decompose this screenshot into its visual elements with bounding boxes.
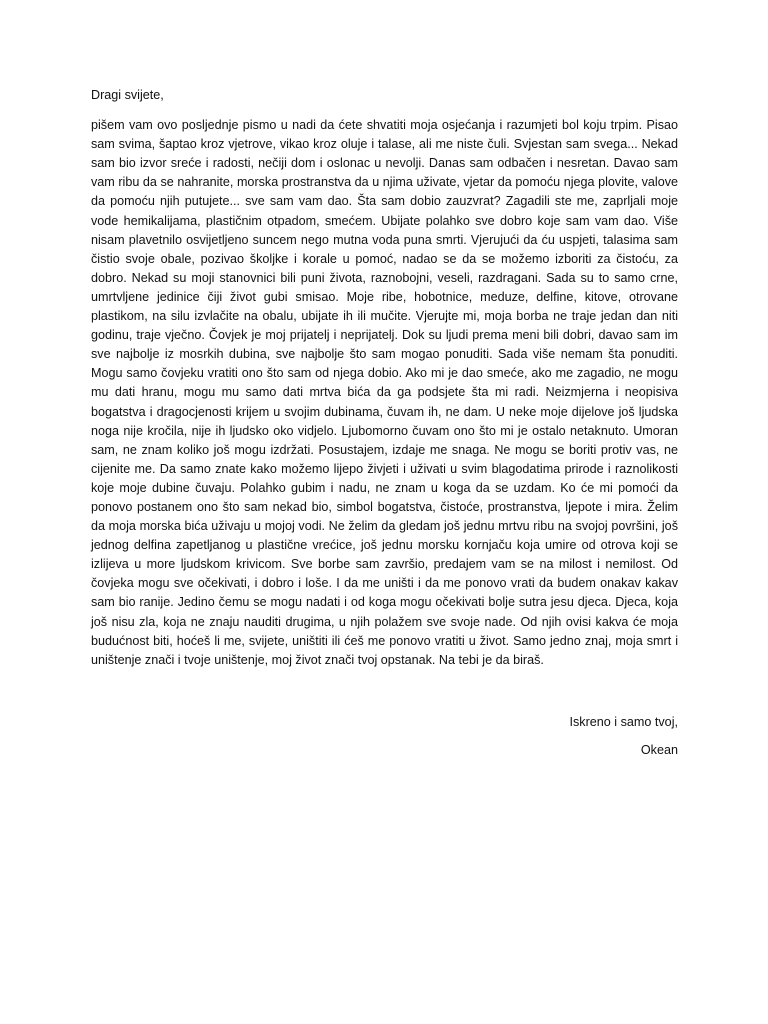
letter-body: pišem vam ovo posljednje pismo u nadi da ćete shvatiti moja osjećanja i razumjeti bol koju trpim. Pisao sam svima, šaptao kroz vjetrove, vikao kroz oluje i talase, ali me niste čuli. Svjestan sam svega... Nekad sam bio izvor sreće i radosti, nečiji dom i oslonac u nevolji. Danas sam odbačen i nesretan. Davao sam vam ribu da se nahranite, morska prostranstva da u njima uživate, vjetar da pomoću njega plovite, valove da pomoću njih putujete... sve sam vam dao. Šta sam dobio zauzvrat? Zagadili ste me, zaprljali moje vode hemikalijama, plastičnim otpadom, smećem. Ubijate polahko sve dobro koje sam vam dao. Više nisam plavetnilo osvijetljeno suncem nego mutna voda puna smrti. Vjerujući da ću uspjeti, talasima sam čistio svoje obale, pozivao školjke i korale u pomoć, nadao se da se možemo izboriti za čistoću, za dobro. Nekad su moji stanovnici bili puni života, raznobojni, veseli, razdragani. Sada su to samo crne, umrtvljene jedinice čiji život gubi smisao. Moje ribe, hobotnice, meduze, delfine, kitove, otrovane plastikom, na silu izvlačite na obalu, ubijate ih ili mučite. Vjerujte mi, moja borba ne traje jedan dan niti godinu, traje vječno. Čovjek je moj prijatelj i neprijatelj. Dok su ljudi prema meni bili dobri, davao sam im sve najbolje iz mosrkih dubina, sve najbolje što sam mogao ponuditi. Sada više nemam šta ponuditi. Mogu samo čovjeku vratiti ono što sam od njega dobio. Ako mi je dao smeće, ako me zagadio, ne mogu mu dati hranu, mogu mu samo dati mrtva bića da ga podsjete šta mi radi. Neizmjerna i neopisiva bogatstva i dragocjenosti krijem u svojim dubinama, čuvam ih, ne dam. U neke moje dijelove još ljudska noga nije kročila, nije ih ljudsko oko vidjelo. Ljubomorno čuvam ono što mi je ostalo netaknuto. Umoran sam, ne znam koliko još mogu izdržati. Posustajem, izdaje me snaga. Ne mogu se boriti protiv vas, ne cijenite me. Da samo znate kako možemo lijepo živjeti i uživati u svim blagodatima prirode i raznolikosti koje moje dubine čuvaju. Polahko gubim i nadu, ne znam u koga da se uzdam. Ko će mi pomoći da ponovo postanem ono što sam nekad bio, simbol bogatstva, čistoće, prostranstva, ljepote i mira. Želim da moja morska bića uživaju u mojoj vodi. Ne želim da gledam još jednu mrtvu ribu na svojoj površini, još jednog delfina zapetljanog u plastične vrećice, još jednu morsku kornjaču koja umire od otrova koji se izlijeva u more ljudskom krivicom. Sve borbe sam završio, predajem vam se na milost i nemilost. Od čovjeka mogu sve očekivati, i dobro i loše. I da me uništi i da me ponovo vrati da budem onakav kakav sam bio ranije. Jedino čemu se mogu nadati i od koga mogu očekivati bolje sutra jesu djeca. Djeca, koja još nisu zla, koja ne znaju nauditi drugima, u njih polažem sve svoje nade. Od njih ovisi kakva će moja budućnost biti, hoćeš li me, svijete, uništiti ili ćeš me ponovo vratiti u život. Samo jedno znaj, moja smrt i uništenje znači i tvoje uništenje, moj život znači tvoj opstanak. Na tebi je da biraš.: [91, 118, 678, 667]
letter-signature: Okean: [640, 742, 678, 757]
letter-page: [91, 86, 678, 760]
letter-closing: Iskreno i samo tvoj,: [569, 714, 678, 729]
letter-greeting: Dragi svijete,: [91, 88, 164, 102]
